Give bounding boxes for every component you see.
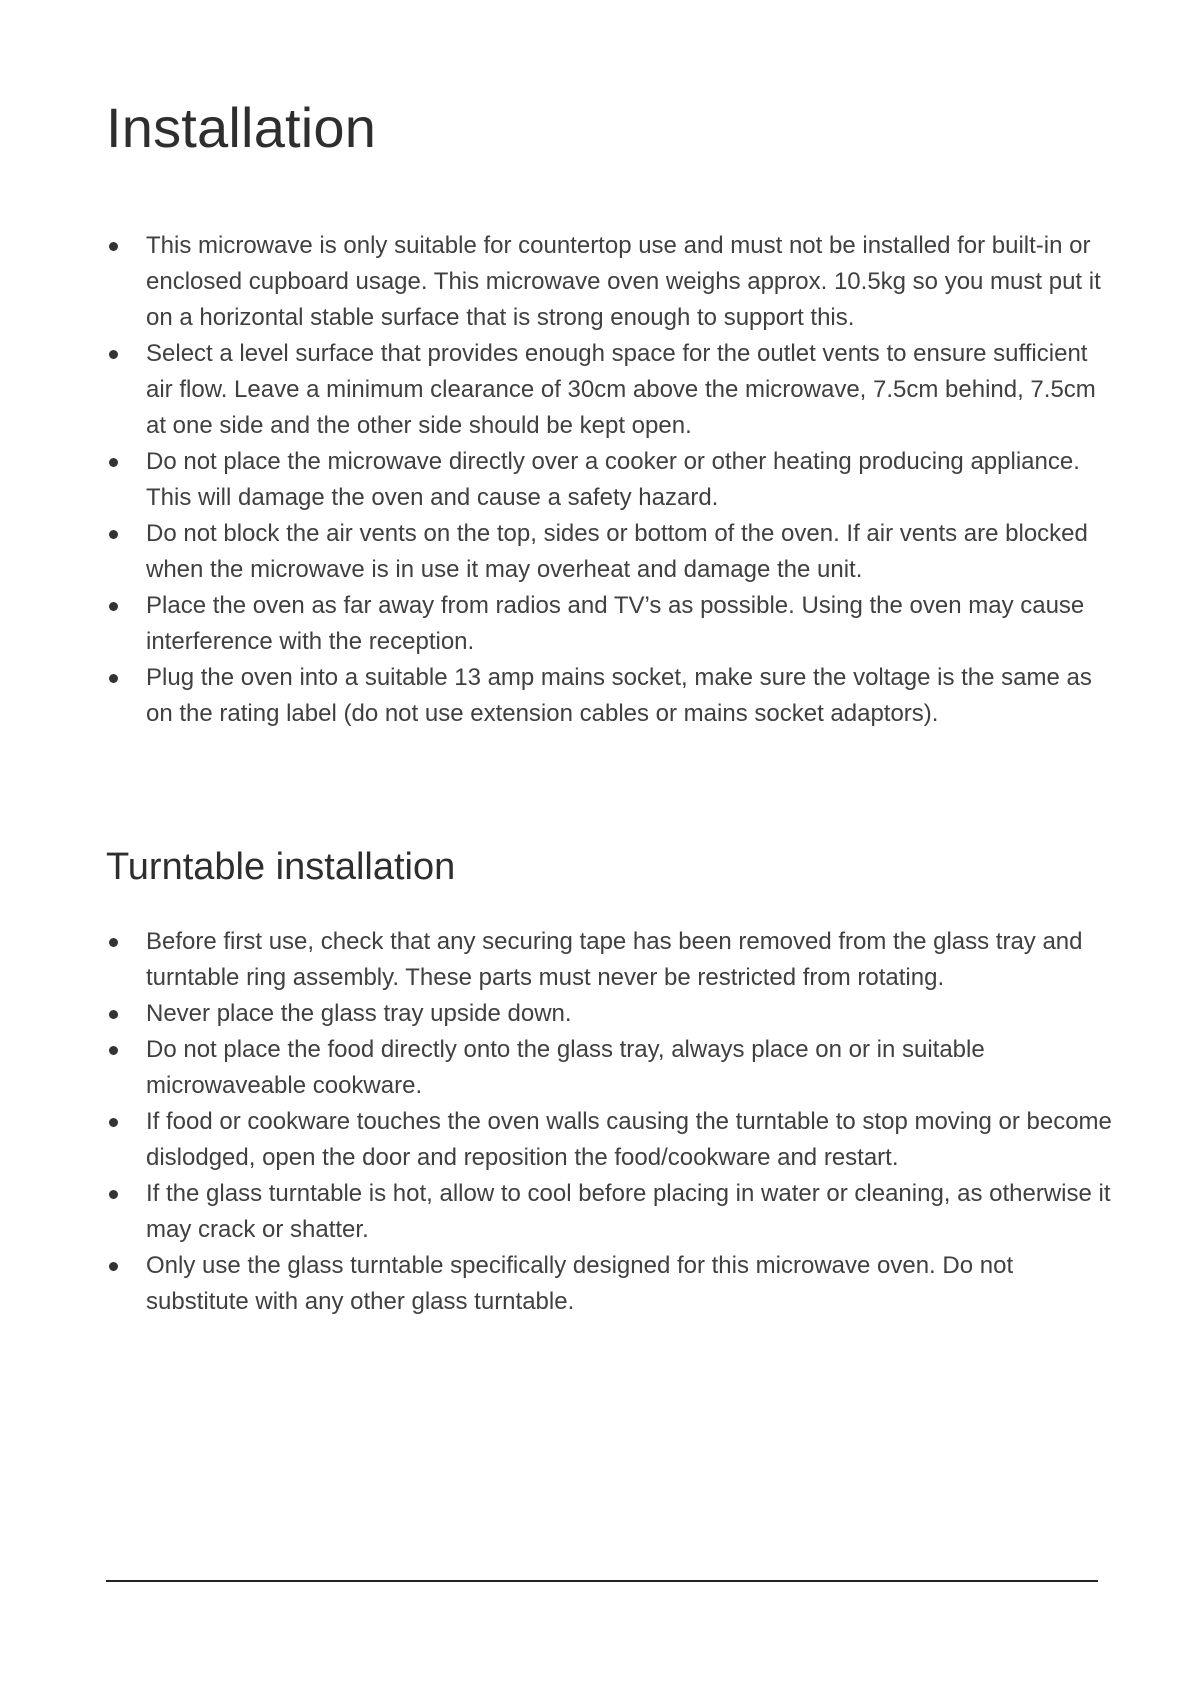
section-title-turntable: Turntable installation: [106, 846, 456, 888]
list-item: Select a level surface that provides enough space for the outlet vents to ensure sufficient air flow. Leave a minimum clearance of 30cm above the microwave, 7.5cm behind, 7.5cm at one side and the other side should be kept open.: [106, 336, 1116, 444]
page-title: Installation: [106, 96, 377, 159]
turntable-list: [106, 924, 1116, 1320]
list-item: If food or cookware touches the oven walls causing the turntable to stop moving or become dislodged, open the door and reposition the food/cookware and restart.: [106, 1104, 1116, 1176]
list-item: Plug the oven into a suitable 13 amp mains socket, make sure the voltage is the same as on the rating label (do not use extension cables or mains socket adaptors).: [106, 660, 1116, 732]
installation-list: [106, 228, 1116, 732]
list-item: Do not place the microwave directly over a cooker or other heating producing appliance. This will damage the oven and cause a safety hazard.: [106, 444, 1116, 516]
list-item: If the glass turntable is hot, allow to cool before placing in water or cleaning, as otherwise it may crack or shatter.: [106, 1176, 1116, 1248]
list-item: Do not place the food directly onto the glass tray, always place on or in suitable microwaveable cookware.: [106, 1032, 1116, 1104]
list-item: This microwave is only suitable for countertop use and must not be installed for built-in or enclosed cupboard usage. This microwave oven weighs approx. 10.5kg so you must put it on a horizontal stable surface that is strong enough to support this.: [106, 228, 1116, 336]
list-item: Do not block the air vents on the top, sides or bottom of the oven. If air vents are blocked when the microwave is in use it may overheat and damage the unit.: [106, 516, 1116, 588]
list-item: Before first use, check that any securing tape has been removed from the glass tray and turntable ring assembly. These parts must never be restricted from rotating.: [106, 924, 1116, 996]
list-item: Never place the glass tray upside down.: [106, 996, 1116, 1032]
list-item: Only use the glass turntable specifically designed for this microwave oven. Do not substitute with any other glass turntable.: [106, 1248, 1116, 1320]
list-item: Place the oven as far away from radios and TV’s as possible. Using the oven may cause interference with the reception.: [106, 588, 1116, 660]
footer-divider: [106, 1580, 1098, 1582]
